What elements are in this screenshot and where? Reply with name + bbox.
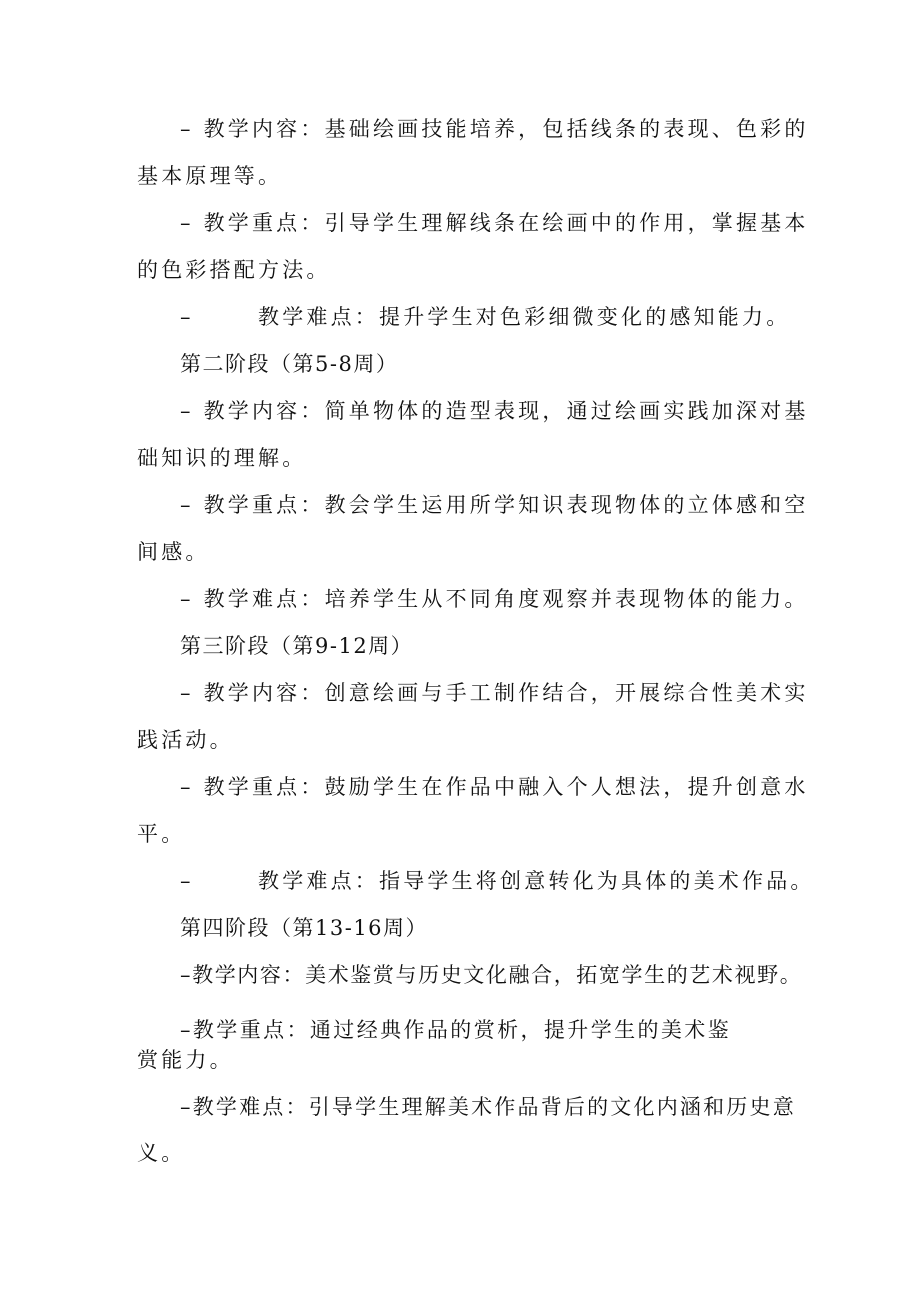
stage1-focus-line2: 的色彩搭配方法。 [137,258,331,282]
stage2-content-line1: – 教学内容：简单物体的造型表现，通过绘画实践加深对基 [180,399,809,423]
stage4-difficulty-line1: –教学难点：引导学生理解美术作品背后的文化内涵和历史意 [180,1095,796,1119]
stage3-heading: 第三阶段（第9-12周） [180,634,414,658]
stage3-difficulty-text: 教学难点：指导学生将创意转化为具体的美术作品。 [258,869,815,893]
stage4-focus-line1: –教学重点：通过经典作品的赏析，提升学生的美术鉴 [180,1018,732,1042]
stage4-difficulty-line2: 义。 [137,1141,186,1165]
stage1-difficulty [180,302,830,332]
stage1-difficulty-text: 教学难点：提升学生对色彩细微变化的感知能力。 [258,305,791,329]
stage4-focus-line2: 赏能力。 [137,1048,234,1072]
stage4-heading: 第四阶段（第13-16周） [180,916,429,940]
stage3-content-line2: 践活动。 [137,728,234,752]
stage1-focus-line1: – 教学重点：引导学生理解线条在绘画中的作用，掌握基本 [180,211,809,235]
stage2-difficulty: – 教学难点：培养学生从不同角度观察并表现物体的能力。 [180,587,809,611]
stage1-content-line1: – 教学内容：基础绘画技能培养，包括线条的表现、色彩的 [180,117,809,141]
stage3-focus-line1: – 教学重点：鼓励学生在作品中融入个人想法，提升创意水 [180,775,809,799]
stage1-difficulty-dash: – [180,305,194,329]
stage2-focus-line2: 间感。 [137,540,210,564]
stage3-focus-line2: 平。 [137,822,186,846]
stage3-content-line1: – 教学内容：创意绘画与手工制作结合，开展综合性美术实 [180,681,809,705]
stage2-content-line2: 础知识的理解。 [137,446,307,470]
stage2-heading: 第二阶段（第5-8周） [180,352,399,376]
stage3-difficulty-dash: – [180,869,194,893]
stage2-focus-line1: – 教学重点：教会学生运用所学知识表现物体的立体感和空 [180,493,809,517]
stage3-difficulty [180,866,830,896]
stage1-content-line2: 基本原理等。 [137,164,283,188]
stage4-content: –教学内容：美术鉴赏与历史文化融合，拓宽学生的艺术视野。 [180,963,803,987]
